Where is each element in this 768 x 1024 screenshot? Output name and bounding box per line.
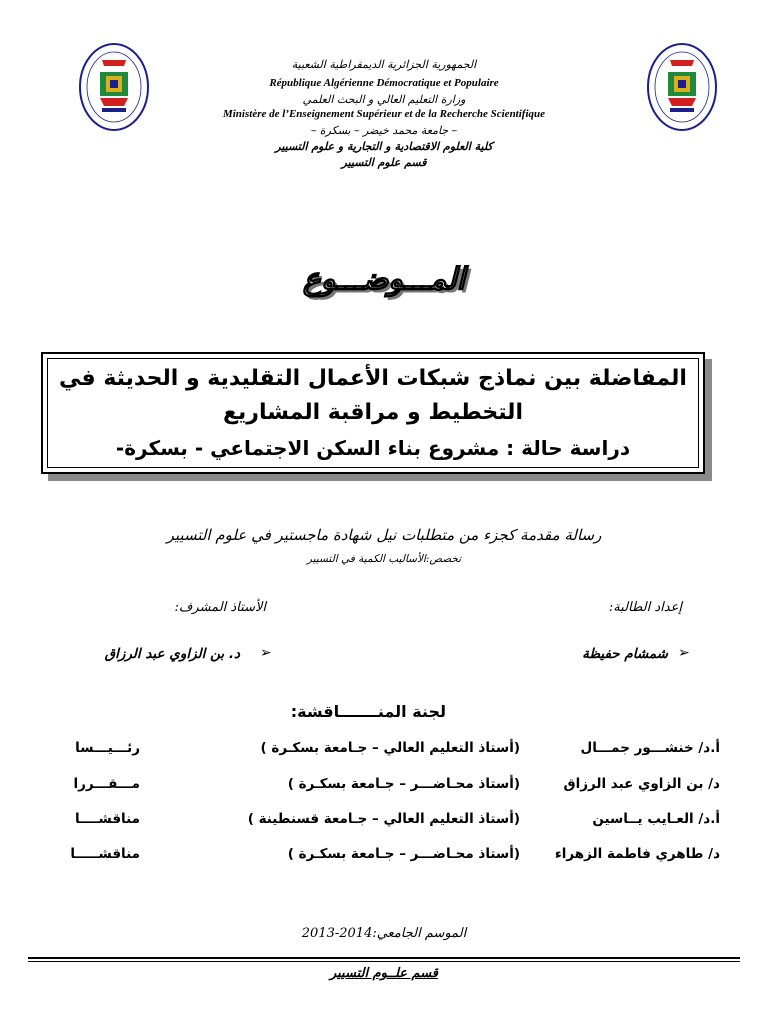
committee-member-rank: (أستاذ التعليم العالي – جـامعة قسنطينة ) [247, 811, 520, 827]
committee-member-row [40, 846, 720, 870]
submission-statement: رسالة مقدمة كجزء من متطلبات نيل شهادة ماجستير في علوم التسيير [166, 526, 602, 544]
subject-heading: المـــوضـــوع [303, 262, 465, 297]
committee-member-row [40, 740, 720, 764]
thesis-title-line-1: المفاضلة بين نماذج شبكات الأعمال التقليدية و الحديثة في [59, 366, 687, 391]
thesis-case-study: دراسة حالة : مشروع بناء السكن الاجتماعي - بسكرة- [115, 436, 631, 460]
academic-year [0, 926, 768, 941]
committee-member-name: د/ طاهري فاطمة الزهراء [554, 846, 720, 862]
committee-title: لجنة المنـــــــاقشة: [290, 702, 446, 721]
committee-member-role: مناقشــــا [74, 811, 140, 827]
header-faculty: كلية العلوم الاقتصادية و التجارية و علوم التسيير [275, 140, 493, 153]
committee-member-role: مـــقـــررا [73, 776, 140, 792]
committee-member-row [40, 776, 720, 800]
header-ministry-ar: وزارة التعليم العالي و البحث العلمي [302, 93, 466, 106]
prepared-by-label: إعداد الطالبة: [608, 600, 682, 615]
supervisor-name: د. بن الزاوي عبد الرزاق [104, 646, 240, 662]
header-republic-ar: الجمهورية الجزائرية الديمقراطية الشعبية [291, 58, 477, 71]
committee-member-role: مناقشـــــا [70, 846, 140, 862]
committee-member-rank: (أستاذ التعليم العالي – جـامعة بسكـرة ) [260, 740, 520, 756]
academic-year-label: الموسم الجامعي: [372, 926, 467, 941]
student-name: شمشام حفيظة [582, 646, 668, 662]
student-bullet-icon: ➢ [678, 645, 690, 661]
footer-rule-thin [28, 961, 740, 962]
header-ministry-fr: Ministère de l’Enseignement Supérieur et de la Recherche Scientifique [222, 108, 546, 120]
committee-member-rank: (أستاذ محـاضـــر – جـامعة بسكـرة ) [287, 776, 520, 792]
footer-rule-thick [28, 957, 740, 959]
header-republic-fr: République Algérienne Démocratique et Populaire [269, 77, 499, 89]
specialization: تخصص:الأساليب الكمية في التسيير [306, 553, 462, 565]
header-university: – جامعة محمد خيضر – بسكرة – [310, 124, 458, 137]
committee-member-name: أ.د/ خنشـــور جمـــال [580, 740, 720, 756]
header-department: قسم علوم التسيير [341, 156, 427, 169]
thesis-title-box [41, 352, 705, 474]
academic-year-value: 2013-2014 [301, 926, 373, 941]
committee-member-name: أ.د/ العـايب يــاسين [592, 811, 720, 827]
committee-member-row [40, 811, 720, 835]
supervisor-label: الأستاذ المشرف: [174, 600, 266, 615]
thesis-title-line-2: التخطيط و مراقبة المشاريع [223, 400, 523, 425]
committee-member-role: رئـــيـــسا [75, 740, 140, 756]
supervisor-bullet-icon: ➢ [260, 645, 272, 661]
footer-department: قسم علــوم التسيير [329, 966, 439, 981]
committee-member-rank: (أستاذ محـاضـــر – جـامعة بسكـرة ) [287, 846, 520, 862]
committee-member-name: د/ بن الزاوي عبد الرزاق [563, 776, 720, 792]
